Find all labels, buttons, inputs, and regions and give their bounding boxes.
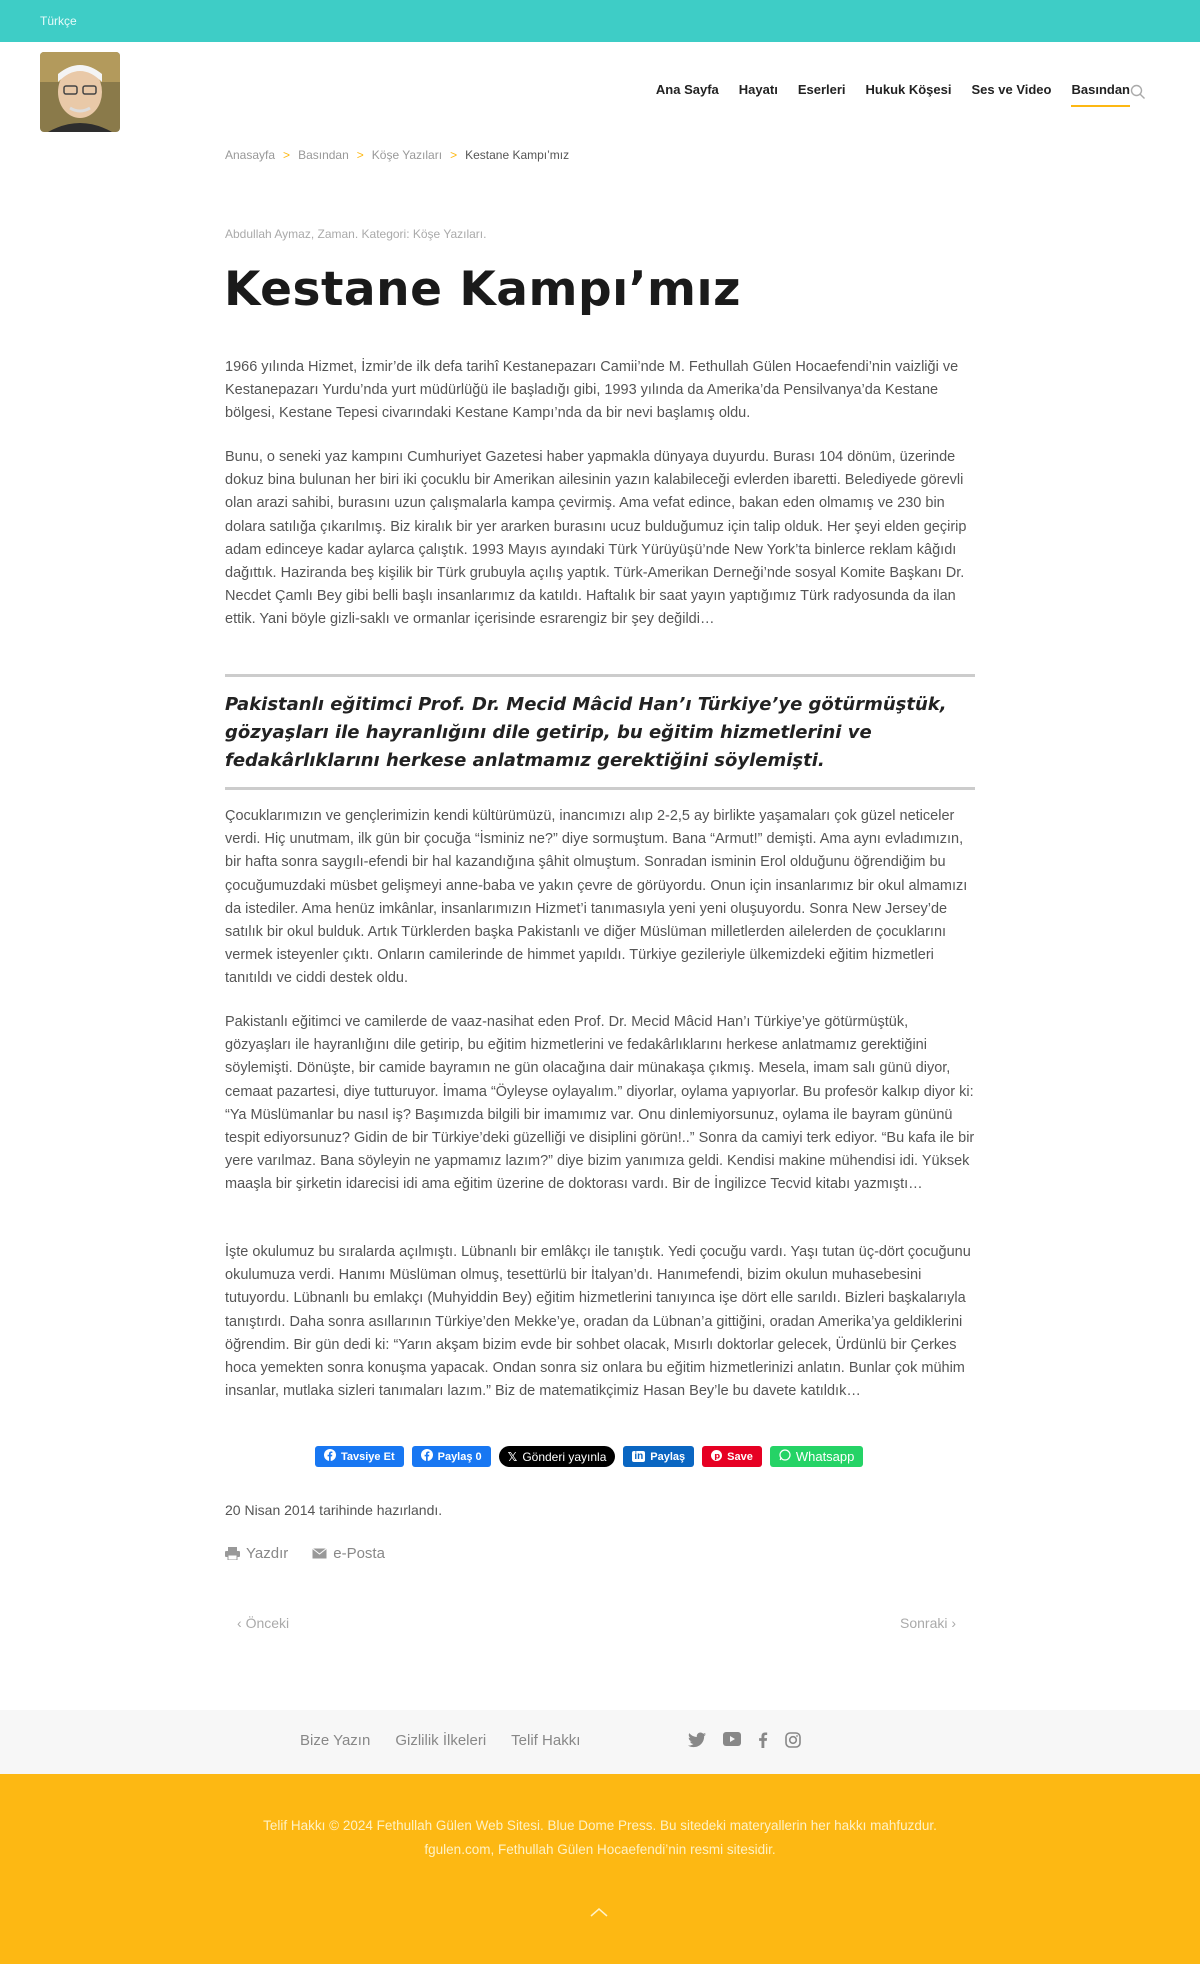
next-link[interactable]: Sonraki › bbox=[900, 1615, 957, 1631]
nav-home[interactable]: Ana Sayfa bbox=[655, 82, 719, 97]
linkedin-share-button[interactable]: in Paylaş bbox=[623, 1446, 694, 1467]
whatsapp-share-button[interactable]: Whatsapp bbox=[770, 1446, 864, 1467]
article-paragraph bbox=[225, 1241, 975, 1403]
language-selector[interactable]: Türkçe bbox=[40, 14, 77, 28]
breadcrumb-sep: > bbox=[356, 148, 364, 162]
facebook-icon bbox=[421, 1449, 433, 1464]
footer-link-contact[interactable]: Bize Yazın bbox=[300, 1732, 371, 1749]
chevron-up-icon[interactable] bbox=[590, 1904, 608, 1922]
article-paragraph bbox=[225, 1011, 975, 1197]
breadcrumb-press[interactable]: Basından bbox=[298, 148, 349, 162]
official-site-text: fgulen.com, Fethullah Gülen Hocaefendi’nin resmi sitesidir. bbox=[424, 1842, 776, 1857]
pull-quote-text: Pakistanlı eğitimci Prof. Dr. Mecid Mâcid Han’ı Türkiye’ye götürmüştük, gözyaşları ile hayranlığını dile getirip, bu eğitim hizmetlerini ve fedakârlıklarını herkese anlatmamız gerektiğini söylemişti. bbox=[225, 694, 947, 771]
nav-law[interactable]: Hukuk Köşesi bbox=[865, 82, 952, 97]
nav-life[interactable]: Hayatı bbox=[738, 82, 778, 97]
instagram-icon[interactable] bbox=[785, 1732, 801, 1753]
paragraph-3: Çocuklarımızın ve gençlerimizin kendi kültürümüzü, inancımızı alıp 2-2,5 ay birlikte yaşamaları çok güzel neticeler verdi. Hiç unutmam, ilk gün bir çocuğa “İsminiz ne?” diye sormuştum. Bana “Armut!” demişti. Ama aynı evladımızın, bir hafta sonra saygılı-efendi bir hal kazandığına şâhit olmuştum. Sonradan isminin Erol olduğunu öğrendiğim bu çocuğumuzdaki müsbet gelişmeyi anne-baba ve yakın çevre de görüyordu. Onun için insanlarımız bir okul almamızı da istediler. Ama henüz imkânlar, insanlarımızın Hizmet’i tanımasıyla yeni yeni oluşuyordu. Sonra New Jersey’de satılık bir okul bulduk. Artık Türklerden başka Pakistanlı ve diğer Müslüman milletlerden ailelerden de çocuklarını vermek isteyenler çıktı. Onların camilerinde de himmet yapıldı. Türkiye gezileriyle ülkemizdeki eğitim hizmetleri tanıtıldı ve ciddi destek oldu. bbox=[225, 808, 968, 987]
facebook-share-button[interactable]: Paylaş 0 bbox=[412, 1446, 491, 1467]
article-paragraph bbox=[225, 805, 975, 991]
nav-works[interactable]: Eserleri bbox=[797, 82, 846, 97]
nav-audio-video[interactable]: Ses ve Video bbox=[971, 82, 1052, 97]
facebook-icon[interactable] bbox=[758, 1732, 768, 1753]
share-bar bbox=[315, 1446, 863, 1467]
youtube-icon[interactable] bbox=[723, 1732, 741, 1753]
header bbox=[0, 42, 1200, 142]
twitter-icon[interactable] bbox=[688, 1732, 706, 1753]
copyright-text: Telif Hakkı © 2024 Fethullah Gülen Web Sitesi. Blue Dome Press. Bu sitedeki materyallerin her hakkı mahfuzdur. bbox=[263, 1818, 937, 1833]
article-actions bbox=[225, 1545, 385, 1562]
paragraph-1: 1966 yılında Hizmet, İzmir’de ilk defa tarihî Kestanepazarı Camii’nde M. Fethullah Gülen Hocaefendi’nin vaizliği ve Kestanepazarı Yurdu’nda yurt müdürlüğü ile başladığı gibi, 1993 yılında da Amerika’da Pensilvanya’da Kestane bölgesi, Kestane Tepesi civarındaki Kestane Kampı’nda da bir nevi başlamış oldu. bbox=[225, 359, 959, 422]
svg-text:p: p bbox=[714, 1450, 721, 1461]
breadcrumb-sep: > bbox=[450, 148, 458, 162]
search-icon[interactable] bbox=[1130, 84, 1146, 105]
linkedin-icon: in bbox=[634, 1451, 644, 1462]
pinterest-save-button[interactable]: p Save bbox=[702, 1446, 762, 1467]
site-logo-portrait[interactable] bbox=[40, 52, 120, 132]
pinterest-icon bbox=[711, 1450, 722, 1464]
breadcrumb-columns[interactable]: Köşe Yazıları bbox=[371, 148, 443, 162]
article-meta: Abdullah Aymaz, Zaman. Kategori: Köşe Yazıları. bbox=[225, 227, 487, 241]
twitter-post-button[interactable]: 𝕏 Gönderi yayınla bbox=[499, 1446, 616, 1467]
whatsapp-icon bbox=[779, 1449, 791, 1464]
footer-links-bar bbox=[0, 1710, 1200, 1774]
footer-copyright-bar bbox=[0, 1774, 1200, 1964]
footer-links bbox=[300, 1732, 580, 1749]
breadcrumb bbox=[225, 148, 569, 162]
breadcrumb-sep: > bbox=[283, 148, 291, 162]
paragraph-5: İşte okulumuz bu sıralarda açılmıştı. Lübnanlı bir emlâkçı ile tanıştık. Yedi çocuğu vardı. Yaşı tutan üç-dört çocuğunu okulumuza verdi. Hanımı Müslüman olmuş, tesettürlü bir İtalyan’dı. Hanımefendi, bizim okulun muhasebesini tutuyordu. Lübnanlı bu emlakçı (Muhyiddin Bey) eğitim hizmetlerini tanıyınca işe dört elle sarıldı. Bizleri başkalarıyla tanıştırdı. Daha sonra asıllarının Türkiye’den Mekke’ye, oradan da Lübnan’a gittiğini, oradan Amerika’ya geldiklerini öğrendim. Bir gün dedi ki: “Yarın akşam bizim evde bir sohbet olacak, Mısırlı doktorlar gelecek, Ürdünlü bir Çerkes hoca yemekten sonra konuşma yapacak. Ondan sonra siz onlara bu eğitim hizmetlerinizi anlatın. Bunlar çok mühim insanlar, mutlaka sizleri tanımaları lazım.” Biz de matematikçimiz Hasan Bey’le bu davete katıldık… bbox=[225, 1244, 971, 1400]
x-icon: 𝕏 bbox=[507, 1449, 518, 1464]
article-paragraph bbox=[225, 356, 975, 426]
breadcrumb-home[interactable]: Anasayfa bbox=[225, 148, 276, 162]
print-icon bbox=[225, 1547, 240, 1560]
facebook-icon bbox=[324, 1449, 336, 1464]
publish-date: 20 Nisan 2014 tarihinde hazırlandı. bbox=[225, 1502, 443, 1518]
print-button[interactable]: Yazdır bbox=[225, 1545, 288, 1562]
footer-link-privacy[interactable]: Gizlilik İlkeleri bbox=[395, 1732, 487, 1749]
article-paragraph bbox=[225, 446, 975, 632]
paragraph-4: Pakistanlı eğitimci ve camilerde de vaaz-nasihat eden Prof. Dr. Mecid Mâcid Han’ı Türkiye’ye götürmüştük, gözyaşları ile hayranlığını dile getirip, bu eğitim hizmetlerini ve fedakârlıklarını herkese anlatmamız gerektiğini söylemişti. Dönüşte, bir camide bayramın ne gün olacağına dair münakaşa çıkmış. Mesela, imam salı günü diyor, cemaat pazartesi, diye tutturuyor. İmama “Öyleyse oylayalım.” diyorlar, oylama yapıyorlar. Bu profesör kalkıp diyor ki: “Ya Müslümanlar bu nasıl iş? Başımızda bilgili bir imamımız var. Onu dinlemiyorsunuz, oylama ile bayram gününü tespit ediyorsunuz? Gidin de bir Türkiye’deki güzelliği ve disiplini görün!..” Sonra da camiyi terk ediyor. “Bu kafa ile bir yere varılmaz. Bana söyleyin ne yapmamız lazım?” diye bizim yanımıza geldi. Kendisi makine mühendisi idi. Yüksek maaşla bir şirketin idarecisi idi ama eğitim üzerine de doktorası vardı. Bir de İngilizce Tecvid kitabı yazmıştı… bbox=[225, 1014, 975, 1193]
facebook-like-button[interactable]: Tavsiye Et bbox=[315, 1446, 404, 1467]
footer-link-copyright[interactable]: Telif Hakkı bbox=[511, 1732, 581, 1749]
prev-link[interactable]: ‹ Önceki bbox=[237, 1615, 290, 1631]
main-nav bbox=[656, 82, 1130, 107]
breadcrumb-current: Kestane Kampı’mız bbox=[465, 148, 570, 162]
paragraph-2: Bunu, o seneki yaz kampını Cumhuriyet Gazetesi haber yapmakla dünyaya duyurdu. Burası 104 dönüm, üzerinde dokuz bina bulunan her biri iki çocuklu bir Amerikan ailesinin yazın kalabileceği evlerden ibaretti. Belediyede görevli olan arazi sahibi, burasını uzun çalışmalarla kampa çevirmiş. Ama vefat edince, bakan eden olmamış ve 230 bin dolara satılığa çıkarılmış. Biz kiralık bir yer ararken burasını ucuz bulduğumuz için talip olduk. Her şeyi elden geçirip adam edinceye kadar aylarca çalıştık. 1993 Mayıs ayındaki Türk Yürüyüşü’nde New York’ta binlerce reklam kâğıdı dağıttık. Haziranda beş kişilik bir Türk grubuyla açılış yaptık. Türk-Amerikan Derneği’nde sosyal Komite Başkanı Dr. Necdet Çamlı Bey gibi belli başlı insanlarımız da katıldı. Haftalık bir saat yayın yaptığımız Türk radyosunda da ilan ettik. Yani böyle gizli-saklı ve ormanlar içerisinde esrarengiz bir şey değildi… bbox=[225, 449, 967, 628]
page-title: Kestane Kampı’mız bbox=[224, 262, 741, 317]
nav-press[interactable]: Basından bbox=[1071, 82, 1130, 107]
email-button[interactable]: e-Posta bbox=[312, 1545, 385, 1562]
social-links bbox=[688, 1732, 801, 1753]
pull-quote bbox=[225, 674, 975, 790]
top-bar bbox=[0, 0, 1200, 42]
email-icon bbox=[312, 1548, 327, 1559]
